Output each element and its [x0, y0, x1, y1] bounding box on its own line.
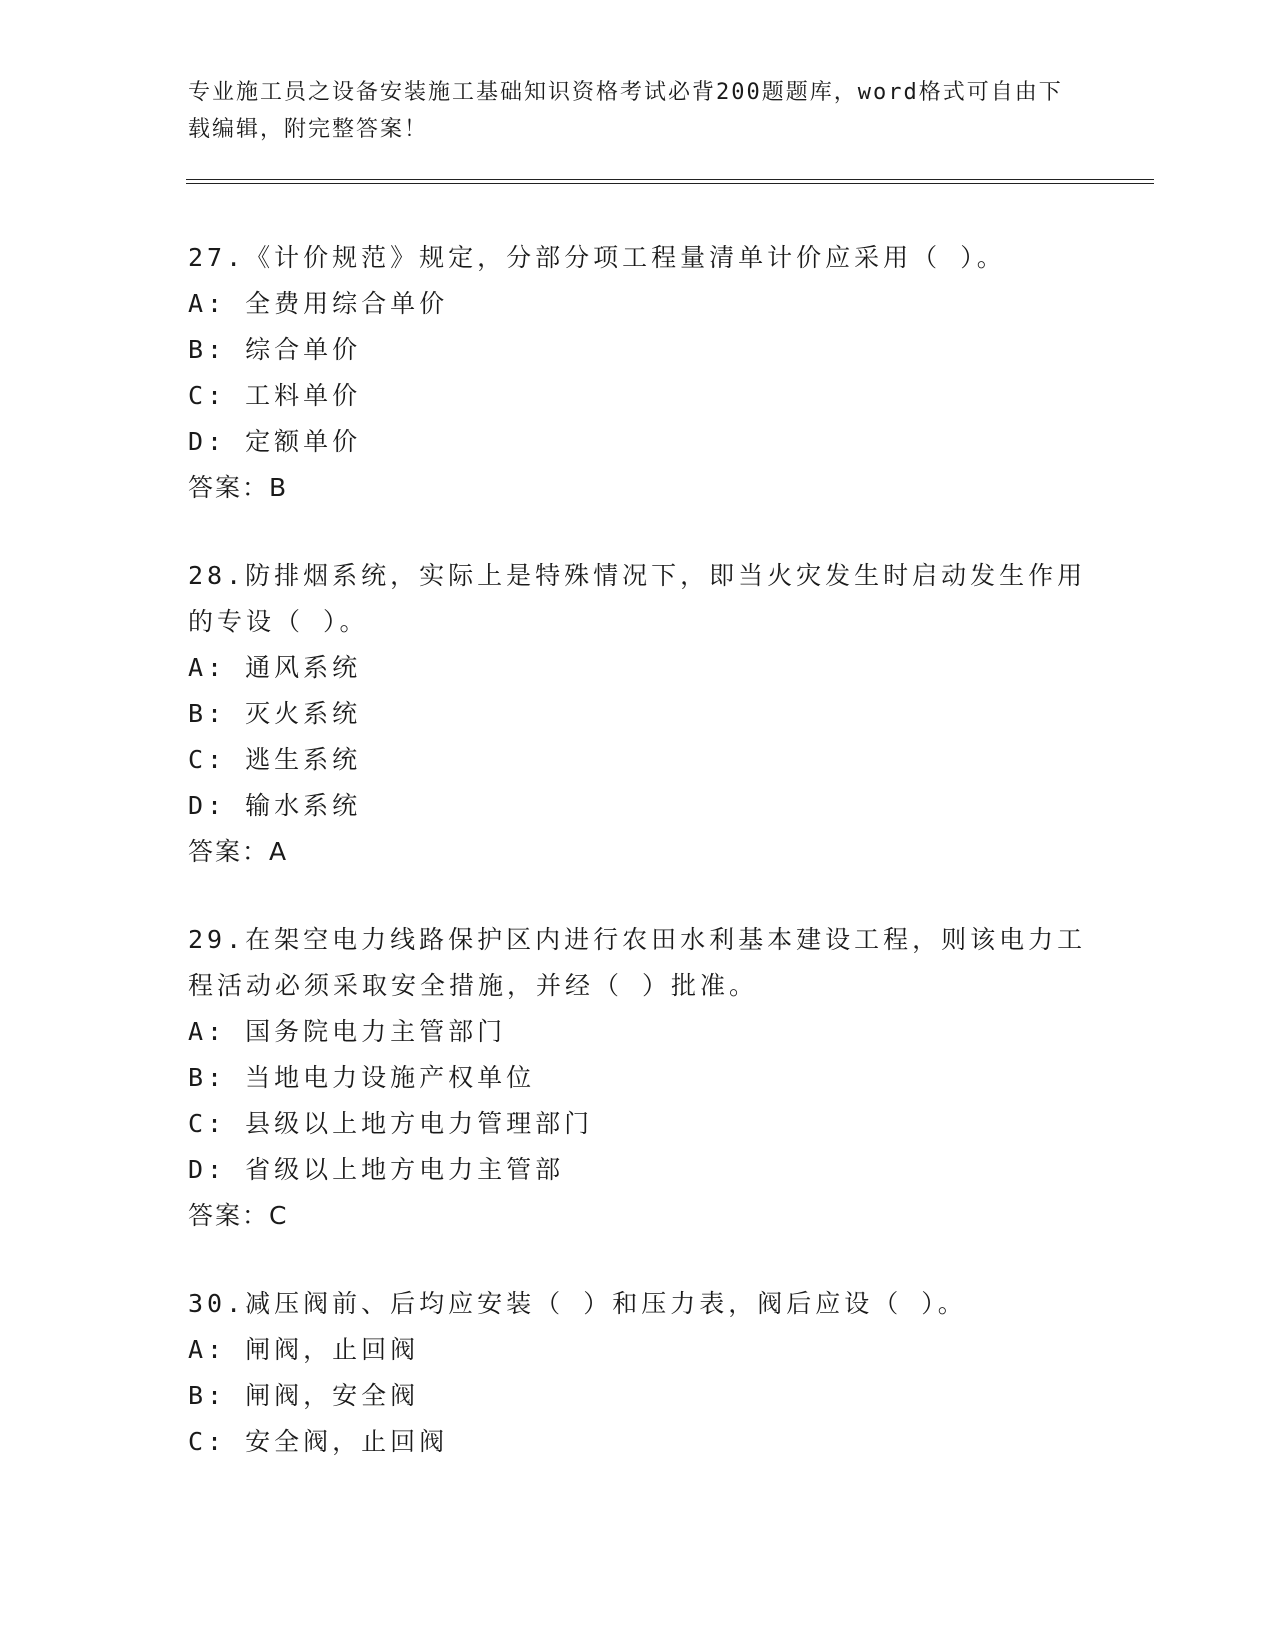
answer-line: 答案：C: [188, 1201, 289, 1230]
option-b: B: 当地电力设施产权单位: [188, 1063, 536, 1092]
option-c: C: 县级以上地方电力管理部门: [188, 1109, 594, 1138]
answer-line: 答案：A: [188, 837, 289, 866]
option-b: B: 灭火系统: [188, 699, 362, 728]
option-c: C: 安全阀，止回阀: [188, 1427, 449, 1456]
question-text: 28.防排烟系统，实际上是特殊情况下，即当火灾发生时启动发生作用的专设（ ）。: [188, 561, 1087, 636]
question-text: 29.在架空电力线路保护区内进行农田水利基本建设工程，则该电力工程活动必须采取安全措施，并经（ ）批准。: [188, 925, 1087, 1000]
question-27: [188, 235, 1088, 511]
option-d: D: 输水系统: [188, 791, 362, 820]
question-text: 27.《计价规范》规定，分部分项工程量清单计价应采用（ ）。: [188, 243, 1006, 272]
answer-line: 答案：B: [188, 473, 289, 502]
question-list: [188, 235, 1088, 1507]
document-header: 专业施工员之设备安装施工基础知识资格考试必背200题题库，word格式可自由下载编辑，附完整答案！: [188, 80, 1063, 142]
option-d: D: 省级以上地方电力主管部: [188, 1155, 565, 1184]
option-a: A: 国务院电力主管部门: [188, 1017, 507, 1046]
question-30: [188, 1281, 1088, 1465]
option-a: A: 通风系统: [188, 653, 362, 682]
option-a: A: 全费用综合单价: [188, 289, 449, 318]
option-c: C: 工料单价: [188, 381, 362, 410]
option-a: A: 闸阀，止回阀: [188, 1335, 420, 1364]
question-text: 30.减压阀前、后均应安装（ ）和压力表，阀后应设（ ）。: [188, 1289, 967, 1318]
header-divider-bottom: [186, 183, 1154, 184]
question-29: [188, 917, 1088, 1239]
header-divider-top: [186, 179, 1154, 180]
option-b: B: 闸阀，安全阀: [188, 1381, 420, 1410]
option-c: C: 逃生系统: [188, 745, 362, 774]
option-b: B: 综合单价: [188, 335, 362, 364]
option-d: D: 定额单价: [188, 427, 362, 456]
question-28: [188, 553, 1088, 875]
